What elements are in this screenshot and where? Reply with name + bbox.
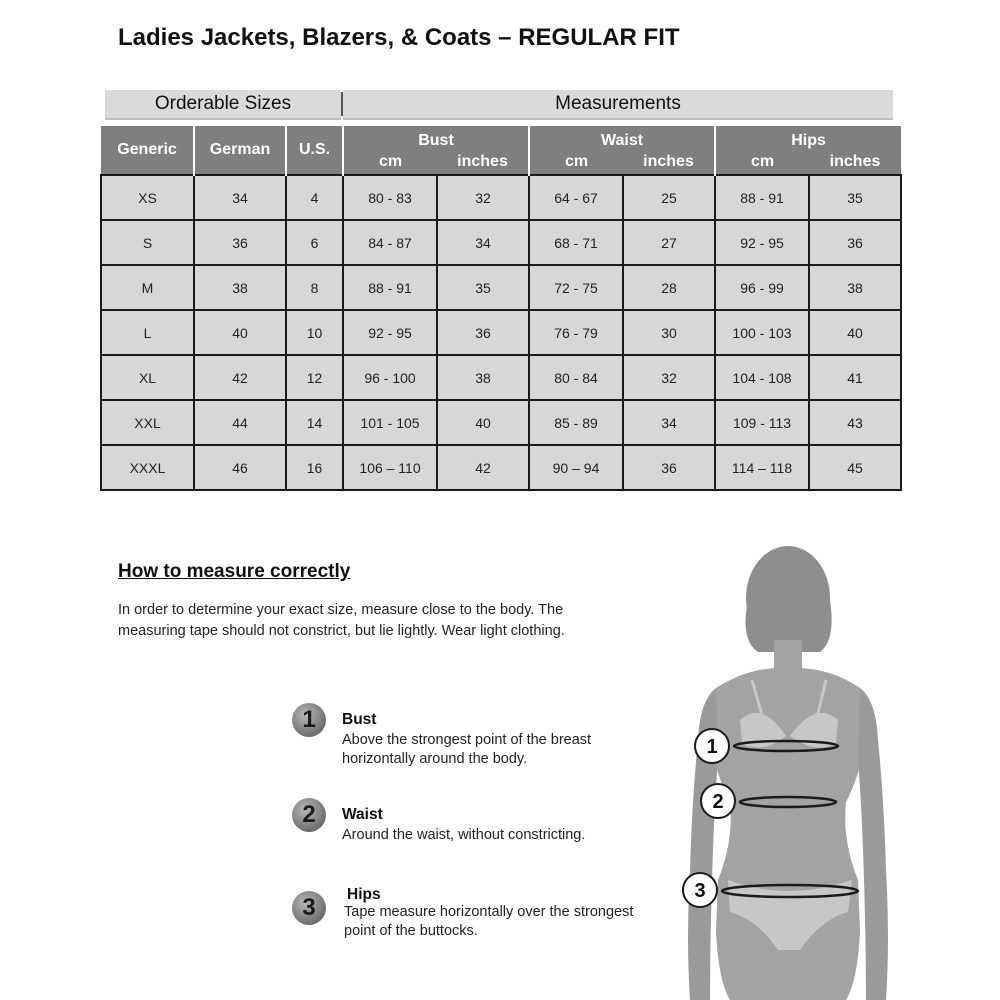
cell-hips-cm: 109 - 113 [715, 400, 809, 445]
col-bust-cm: cm [343, 150, 437, 175]
measurements-label: Measurements [555, 93, 681, 114]
cell-us: 6 [286, 220, 343, 265]
cell-hips-inches: 38 [809, 265, 901, 310]
table-row [101, 265, 901, 310]
page-title: Ladies Jackets, Blazers, & Coats – REGULAR FIT [118, 24, 680, 51]
marker-3: 3 [694, 880, 706, 902]
cell-waist-inches: 36 [623, 445, 715, 490]
cell-german: 44 [194, 400, 286, 445]
cell-size: XXXL [101, 445, 194, 490]
orderable-sizes-header [105, 90, 341, 120]
cell-bust-cm: 106 – 110 [343, 445, 437, 490]
cell-hips-cm: 92 - 95 [715, 220, 809, 265]
table-row [101, 310, 901, 355]
cell-size: XL [101, 355, 194, 400]
cell-bust-inches: 42 [437, 445, 529, 490]
col-waist: Waist [529, 126, 715, 150]
step-description: Tape measure horizontally over the strongest point of the buttocks. [344, 904, 634, 939]
col-bust: Bust [343, 126, 529, 150]
cell-german: 38 [194, 265, 286, 310]
step-description: Around the waist, without constricting. [342, 827, 586, 843]
cell-bust-inches: 38 [437, 355, 529, 400]
col-german: German [194, 126, 286, 175]
cell-bust-cm: 80 - 83 [343, 175, 437, 220]
col-generic: Generic [101, 126, 194, 175]
size-chart-table [100, 126, 902, 491]
cell-hips-cm: 88 - 91 [715, 175, 809, 220]
step-title: Hips [347, 886, 381, 903]
cell-waist-inches: 27 [623, 220, 715, 265]
body-silhouette-figure [670, 540, 900, 1000]
cell-bust-cm: 101 - 105 [343, 400, 437, 445]
measure-section-title: How to measure correctly [118, 561, 351, 582]
cell-hips-inches: 41 [809, 355, 901, 400]
cell-waist-inches: 34 [623, 400, 715, 445]
cell-us: 8 [286, 265, 343, 310]
cell-hips-cm: 100 - 103 [715, 310, 809, 355]
table-row [101, 175, 901, 220]
col-waist-inches: inches [623, 150, 715, 175]
cell-german: 40 [194, 310, 286, 355]
table-row [101, 220, 901, 265]
cell-hips-cm: 96 - 99 [715, 265, 809, 310]
cell-german: 42 [194, 355, 286, 400]
cell-size: XS [101, 175, 194, 220]
cell-bust-cm: 92 - 95 [343, 310, 437, 355]
col-hips: Hips [715, 126, 901, 150]
table-row [101, 355, 901, 400]
cell-bust-inches: 32 [437, 175, 529, 220]
step-number-badge: 1 [292, 703, 326, 737]
cell-waist-cm: 76 - 79 [529, 310, 623, 355]
col-waist-cm: cm [529, 150, 623, 175]
table-row [101, 445, 901, 490]
table-row [101, 400, 901, 445]
cell-size: S [101, 220, 194, 265]
cell-bust-inches: 40 [437, 400, 529, 445]
step-title: Bust [342, 711, 377, 728]
col-us: U.S. [286, 126, 343, 175]
marker-1: 1 [706, 736, 718, 758]
marker-2: 2 [712, 791, 724, 813]
cell-us: 10 [286, 310, 343, 355]
cell-waist-inches: 28 [623, 265, 715, 310]
cell-us: 16 [286, 445, 343, 490]
cell-bust-inches: 35 [437, 265, 529, 310]
col-bust-inches: inches [437, 150, 529, 175]
cell-waist-cm: 90 – 94 [529, 445, 623, 490]
cell-bust-cm: 96 - 100 [343, 355, 437, 400]
cell-size: L [101, 310, 194, 355]
cell-bust-cm: 84 - 87 [343, 220, 437, 265]
step-number-badge: 3 [292, 891, 326, 925]
cell-size: M [101, 265, 194, 310]
cell-waist-cm: 68 - 71 [529, 220, 623, 265]
step-number-badge: 2 [292, 798, 326, 832]
col-hips-inches: inches [809, 150, 901, 175]
orderable-sizes-label: Orderable Sizes [154, 93, 292, 114]
cell-german: 36 [194, 220, 286, 265]
cell-bust-cm: 88 - 91 [343, 265, 437, 310]
cell-waist-inches: 25 [623, 175, 715, 220]
step-description: Above the strongest point of the breast horizontally around the body. [342, 732, 592, 767]
cell-waist-cm: 64 - 67 [529, 175, 623, 220]
cell-waist-cm: 72 - 75 [529, 265, 623, 310]
cell-us: 14 [286, 400, 343, 445]
cell-bust-inches: 34 [437, 220, 529, 265]
cell-german: 46 [194, 445, 286, 490]
cell-waist-inches: 32 [623, 355, 715, 400]
cell-waist-inches: 30 [623, 310, 715, 355]
cell-waist-cm: 80 - 84 [529, 355, 623, 400]
cell-hips-inches: 36 [809, 220, 901, 265]
col-hips-cm: cm [715, 150, 809, 175]
cell-size: XXL [101, 400, 194, 445]
silhouette-icon [688, 546, 888, 1000]
cell-bust-inches: 36 [437, 310, 529, 355]
step-title: Waist [342, 806, 383, 823]
cell-hips-inches: 40 [809, 310, 901, 355]
cell-hips-inches: 35 [809, 175, 901, 220]
cell-german: 34 [194, 175, 286, 220]
size-chart-body [101, 175, 901, 490]
cell-hips-inches: 45 [809, 445, 901, 490]
measure-intro-text: In order to determine your exact size, measure close to the body. The measuring tape should not constrict, but lie lightly. Wear light clothing. [118, 602, 565, 639]
measurements-header [343, 90, 893, 120]
cell-us: 12 [286, 355, 343, 400]
cell-hips-cm: 104 - 108 [715, 355, 809, 400]
cell-us: 4 [286, 175, 343, 220]
cell-hips-inches: 43 [809, 400, 901, 445]
cell-waist-cm: 85 - 89 [529, 400, 623, 445]
cell-hips-cm: 114 – 118 [715, 445, 809, 490]
